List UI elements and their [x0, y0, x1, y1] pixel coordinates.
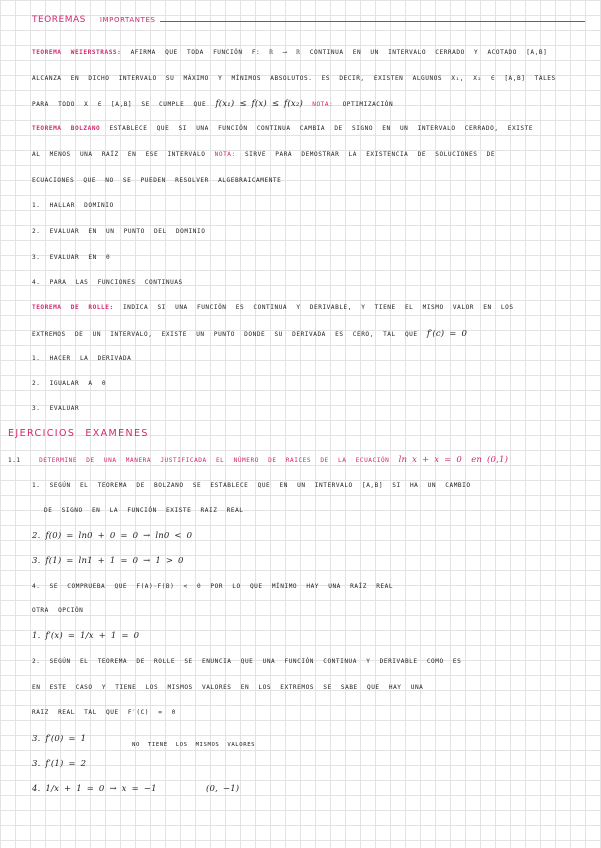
bolzano-step-4: 4. PARA LAS FUNCIONES CONTINUAS [32, 279, 183, 286]
rolle-label: TEOREMA DE ROLLE: [32, 304, 114, 311]
option-step-2c: RAIZ REAL TAL QUE F′(C) = 0 [32, 709, 176, 716]
rolle-condition: f′(c) = 0 [426, 329, 468, 339]
weierstrass-inequality: f(x₁) ≤ f(x) ≤ f(x₂) [215, 99, 304, 109]
option-step-1: 1. f′(x) = 1/x + 1 = 0 [32, 631, 140, 641]
bolzano-line-2: AL MENOS UNA RAÍZ EN ESE INTERVALO NOTA: SIRVE PARA DEMOSTRAR LA EXISTENCIA DE SOLUCIONES DE [32, 151, 496, 158]
bolzano-line-1: TEOREMA BOLZANO ESTABLECE QUE SI UNA FUNCIÓN CONTINUA CAMBIA DE SIGNO EN UN INTERVALO CERRADO, EXISTE [32, 125, 534, 132]
rolle-step-1: 1. HACER LA DERIVADA [32, 355, 132, 362]
option-step-3-note: NO TIENE LOS MISMOS VALORES [132, 742, 256, 748]
option-step-2a: 2. SEGÚN EL TEOREMA DE ROLLE SE ENUNCIA QUE UNA FUNCIÓN CONTINUA Y DERIVABLE COMO ES [32, 658, 462, 665]
rolle-line-1: TEOREMA DE ROLLE: INDICA SI UNA FUNCIÓN ES CONTINUA Y DERIVABLE, Y TIENE EL MISMO VALOR EN LOS [32, 304, 514, 311]
exercises-heading: EJERCICIOS EXAMENES [8, 428, 149, 439]
weierstrass-label: TEOREMA WEIERSTRASS: [32, 49, 122, 56]
exercise-equation: ln x + x = 0 [398, 455, 462, 465]
rolle-step-3: 3. EVALUAR [32, 405, 80, 412]
weierstrass-line-1: TEOREMA WEIERSTRASS: AFIRMA QUE TODA FUNCIÓN F: ℝ ⟶ ℝ CONTINUA EN UN INTERVALO CERRADO Y ACOTADO [A,B] [32, 49, 548, 56]
exercise-step-1a: 1. SEGÚN EL TEOREMA DE BOLZANO SE ESTABLECE QUE EN UN INTERVALO [A,B] SI HA UN CAMBIO [32, 482, 471, 489]
rolle-step-2: 2. IGUALAR A 0 [32, 380, 107, 387]
title-sub: IMPORTANTES [99, 16, 156, 24]
bolzano-step-1: 1. HALLAR DOMINIO [32, 202, 114, 209]
option-step-3: 3. f′(0) = 1 [32, 734, 87, 744]
exercise-step-1b: DE SIGNO EN LA FUNCIÓN EXISTE RAIZ REAL [44, 507, 244, 514]
bolzano-label: TEOREMA BOLZANO [32, 125, 101, 132]
note-label: NOTA: [312, 101, 334, 108]
title-main: TEOREMAS [32, 15, 86, 25]
option-step-4: 3. f′(1) = 2 [32, 759, 87, 769]
weierstrass-line-3: PARA TODO X ∈ [A,B] SE CUMPLE QUE f(x₁) ≤ f(x) ≤ f(x₂) NOTA: OPTIMIZACIÓN [32, 99, 394, 109]
bolzano-step-2: 2. EVALUAR EN UN PUNTO DEL DOMINIO [32, 228, 206, 235]
exercise-interval: en (0,1) [471, 455, 509, 465]
exercise-step-3: 3. f(1) = ln1 + 1 = 0 → 1 > 0 [32, 556, 184, 566]
exercise-number: 1.1 [8, 457, 21, 464]
note-label: NOTA: [214, 151, 236, 158]
option-step-2b: EN ESTE CASO Y TIENE LOS MISMOS VALORES EN LOS EXTREMOS SE SABE QUE HAY UNA [32, 684, 424, 691]
bolzano-step-3: 3. EVALUAR EN 0 [32, 254, 111, 261]
weierstrass-line-2: ALCANZA EN DICHO INTERVALO SU MÁXIMO Y MÍNIMOS ABSOLUTOS. ES DECIR, EXISTEN ALGUNOS X₁, X₂ ∈ [A,B] TALES [32, 75, 556, 82]
rolle-line-2: EXTREMOS DE UN INTERVALO, EXISTE UN PUNTO DONDE SU DERIVADA ES CERO, TAL QUE f′(c) = 0 [32, 329, 468, 339]
exercise-statement: 1.1 DETERMINE DE UNA MANERA JUSTIFICADA EL NÚMERO DE RAICES DE LA ECUACIÓN ln x + x = 0 en (0,1) [8, 455, 509, 465]
option-step-5: 4. 1/x + 1 = 0 → x = −1 (0, −1) [32, 784, 240, 794]
exercise-step-4: 4. SE COMPRUEBA QUE F(A)·F(B) < 0 POR LO QUE MÍNIMO HAY UNA RAÍZ REAL [32, 583, 394, 590]
title-underline [160, 21, 585, 22]
option-step-5-interval: (0, −1) [205, 784, 240, 794]
page-title [32, 15, 156, 25]
exercise-step-2: 2. f(0) = ln0 + 0 = 0 → ln0 < 0 [32, 531, 193, 541]
other-option-label: OTRA OPCIÓN [32, 607, 84, 614]
bolzano-line-3: ECUACIONES QUE NO SE PUEDEN RESOLVER ALGEBRAICAMENTE [32, 177, 282, 184]
